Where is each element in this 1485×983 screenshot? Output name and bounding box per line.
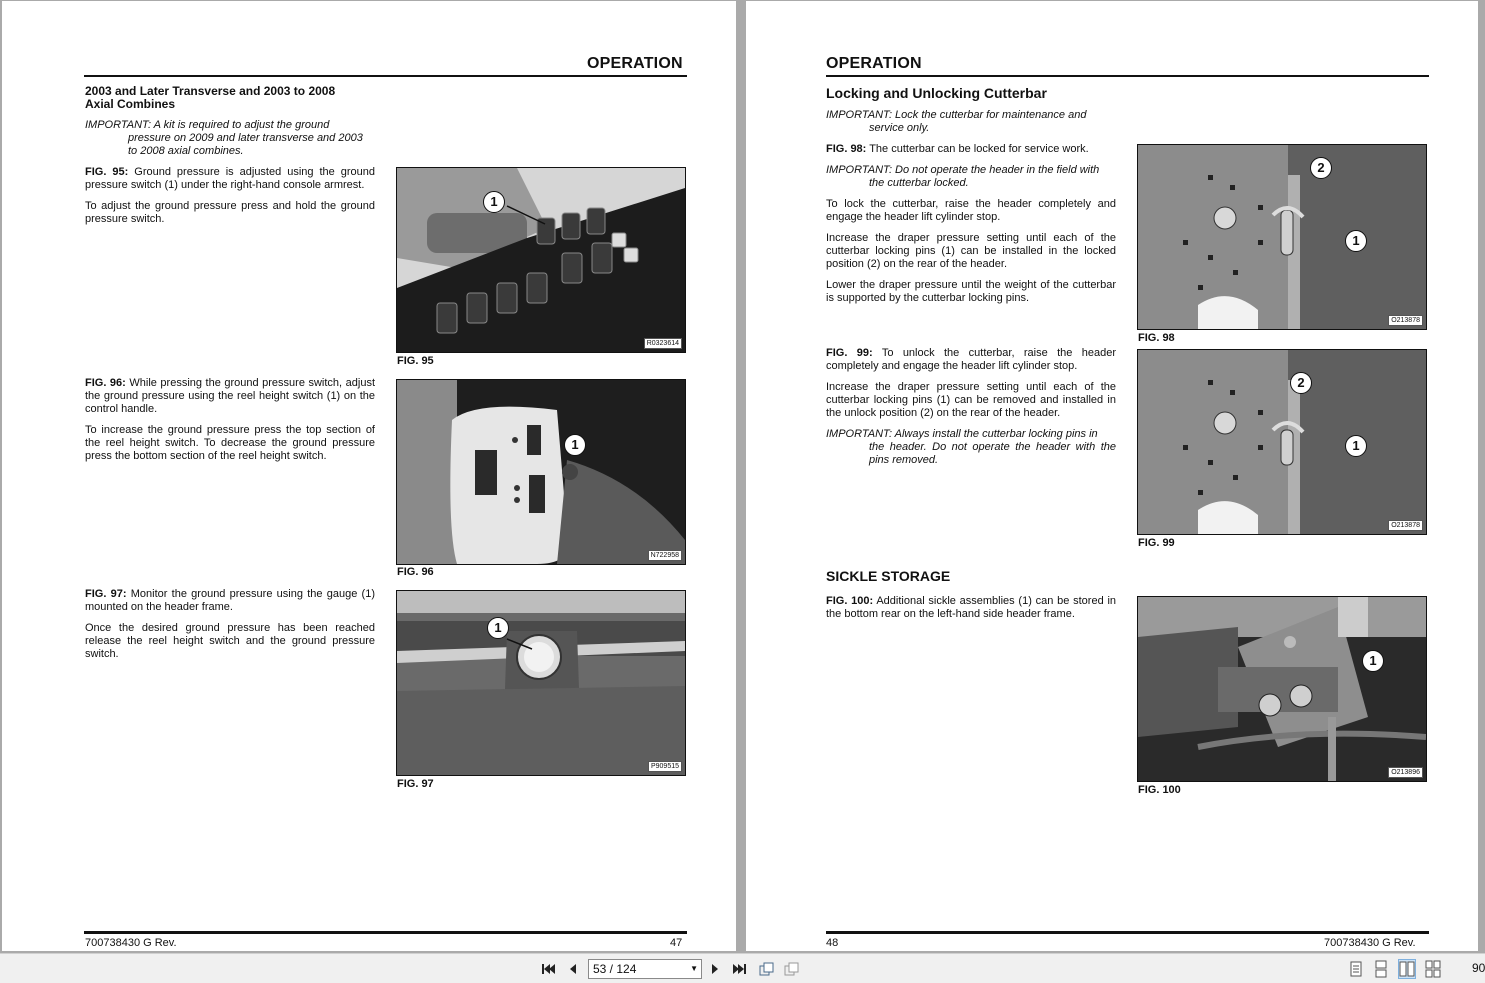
important-line-a: IMPORTANT: A kit is required to adjust the ground [85,119,330,131]
important-note [85,119,375,158]
prev-page-icon[interactable] [565,961,581,977]
fig100-paragraph [826,595,1116,621]
important-note-3 [826,428,1116,467]
fig98-callout-1: 1 [1345,230,1367,252]
right-text-block-1 [826,109,1116,313]
fig98-caption: FIG. 98 [1138,332,1175,344]
fig99-paragraph [826,347,1116,373]
lock-paragraph: To lock the cutterbar, raise the header completely and engage the header lift cylinder stop. [826,198,1116,223]
page-number-input[interactable] [588,959,702,979]
header-rule [84,75,687,77]
fig97-text2: Once the desired ground pressure has been reached release the reel height switch and the ground pressure switch. [85,622,375,660]
important-note-1 [826,109,1116,135]
footer-page-number: 48 [826,937,839,949]
first-page-icon[interactable] [540,961,556,977]
export-icon[interactable] [783,961,799,977]
control-handle-image [397,380,685,564]
fig95-paragraph [85,166,375,192]
fig96-code: N722958 [648,550,682,561]
facing-continuous-icon[interactable] [1425,960,1441,978]
footer-doc-number: 700738430 G Rev. [1324,937,1416,949]
important-line-b: pressure on 2009 and later transverse and 2003 [128,132,363,144]
fig96-callout: 1 [564,434,586,456]
left-text-block-3 [85,588,375,669]
fig95-photo [396,167,686,353]
fig98-photo [1137,144,1427,330]
fig95-label: FIG. 95: [85,166,129,178]
continuous-icon[interactable] [1373,960,1389,978]
section-title: Locking and Unlocking Cutterbar [826,85,1047,101]
fig99-callout-2: 2 [1290,372,1312,394]
cutterbar-unlocked-image [1138,350,1426,534]
fig99-text: To unlock the cutterbar, raise the header completely and engage the header lift cylinder stop. [826,347,1116,372]
important-3-line-b: the header. Do not operate the header with the pins removed. [869,441,1116,466]
increase2-paragraph: Increase the draper pressure setting until each of the cutterbar locking pins (1) can be removed and installed in the unlock position (2) on the rear of the header. [826,381,1116,419]
footer-rule [84,931,687,934]
fig100-caption: FIG. 100 [1138,784,1181,796]
fig95-callout: 1 [483,191,505,213]
important-1-line-a: IMPORTANT: Lock the cutterbar for maintenance and [826,109,1087,121]
fig100-code: O213896 [1388,767,1423,778]
fig95-text: Ground pressure is adjusted using the ground pressure switch (1) under the right-hand console armrest. [85,166,376,191]
fig98-paragraph [826,143,1116,156]
pressure-gauge-image [397,591,685,775]
left-text-block-2 [85,377,375,471]
fig95-text2: To adjust the ground pressure press and hold the ground pressure switch. [85,200,375,225]
fig97-text: Monitor the ground pressure using the gauge (1) mounted on the header frame. [85,588,375,613]
sickle-storage-title: SICKLE STORAGE [826,568,951,584]
next-page-icon[interactable] [707,961,723,977]
fig100-callout: 1 [1362,650,1384,672]
fig96-paragraph [85,377,375,416]
fig96-text2: To increase the ground pressure press the top section of the reel height switch. To decrease the ground pressure press the bottom section of the reel height switch. [85,424,375,462]
fig96-caption: FIG. 96 [397,566,434,578]
fig97-paragraph [85,588,375,614]
facing-icon[interactable] [1399,960,1415,978]
fig95-code: R0323614 [644,338,682,349]
increase-paragraph: Increase the draper pressure setting until each of the cutterbar locking pins (1) can be installed in the locked position (2) on the rear of the header. [826,232,1116,270]
footer-doc-number: 700738430 G Rev. [85,937,177,949]
page-indicator: 53 / 124 [593,962,637,976]
fig100-label: FIG. 100: [826,595,874,607]
page-48 [746,1,1478,951]
fig97-label: FIG. 97: [85,588,127,600]
fig99-callout-1: 1 [1345,435,1367,457]
page-header: OPERATION [826,55,922,72]
chevron-down-icon[interactable]: ▼ [690,964,698,973]
sickle-storage-image [1138,597,1426,781]
important-2-line-b: the cutterbar locked. [869,177,969,189]
important-3-line-a: IMPORTANT: Always install the cutterbar locking pins in [826,428,1098,440]
fig95-caption: FIG. 95 [397,355,434,367]
fig98-code: O213878 [1388,315,1423,326]
zoom-level[interactable]: 90 [1472,961,1485,975]
fig100-text: Additional sickle assemblies (1) can be stored in the bottom rear on the left-hand side header frame. [826,595,1117,620]
fig97-callout: 1 [487,617,509,639]
fig99-code: O213878 [1388,520,1423,531]
right-text-block-2 [826,347,1116,475]
right-text-block-3 [826,595,1116,629]
page-header: OPERATION [587,55,683,72]
section-title-line1: 2003 and Later Transverse and 2003 to 2008 [85,84,336,98]
fig97-caption: FIG. 97 [397,778,434,790]
header-rule [826,75,1429,77]
important-1-line-b: service only. [869,122,930,134]
last-page-icon[interactable] [732,961,748,977]
fig96-label: FIG. 96: [85,377,126,389]
fig96-photo [396,379,686,565]
single-page-icon[interactable] [1348,960,1364,978]
footer-rule [826,931,1429,934]
lower-paragraph: Lower the draper pressure until the weight of the cutterbar is supported by the cutterbar locking pins. [826,279,1116,304]
console-switch-panel-image [397,168,685,352]
fig98-callout-2: 2 [1310,157,1332,179]
left-text-block-1 [85,119,375,234]
fig99-caption: FIG. 99 [1138,537,1175,549]
fig99-photo [1137,349,1427,535]
fig98-label: FIG. 98: [826,143,867,155]
section-title [85,85,335,111]
rotate-icon[interactable] [758,961,774,977]
fig99-label: FIG. 99: [826,347,873,359]
important-2-line-a: IMPORTANT: Do not operate the header in the field with [826,164,1100,176]
cutterbar-locked-image [1138,145,1426,329]
important-note-2 [826,164,1116,190]
page-47 [2,1,736,951]
viewer-toolbar [0,953,1485,983]
section-title-line2: Axial Combines [85,97,176,111]
important-line-c: to 2008 axial combines. [128,145,244,157]
fig97-photo [396,590,686,776]
fig97-code: P909515 [648,761,682,772]
fig96-text: While pressing the ground pressure switch, adjust the ground pressure using the reel height switch (1) on the control handle. [85,377,375,415]
footer-page-number: 47 [670,937,683,949]
fig100-photo [1137,596,1427,782]
fig98-text: The cutterbar can be locked for service work. [869,143,1089,155]
